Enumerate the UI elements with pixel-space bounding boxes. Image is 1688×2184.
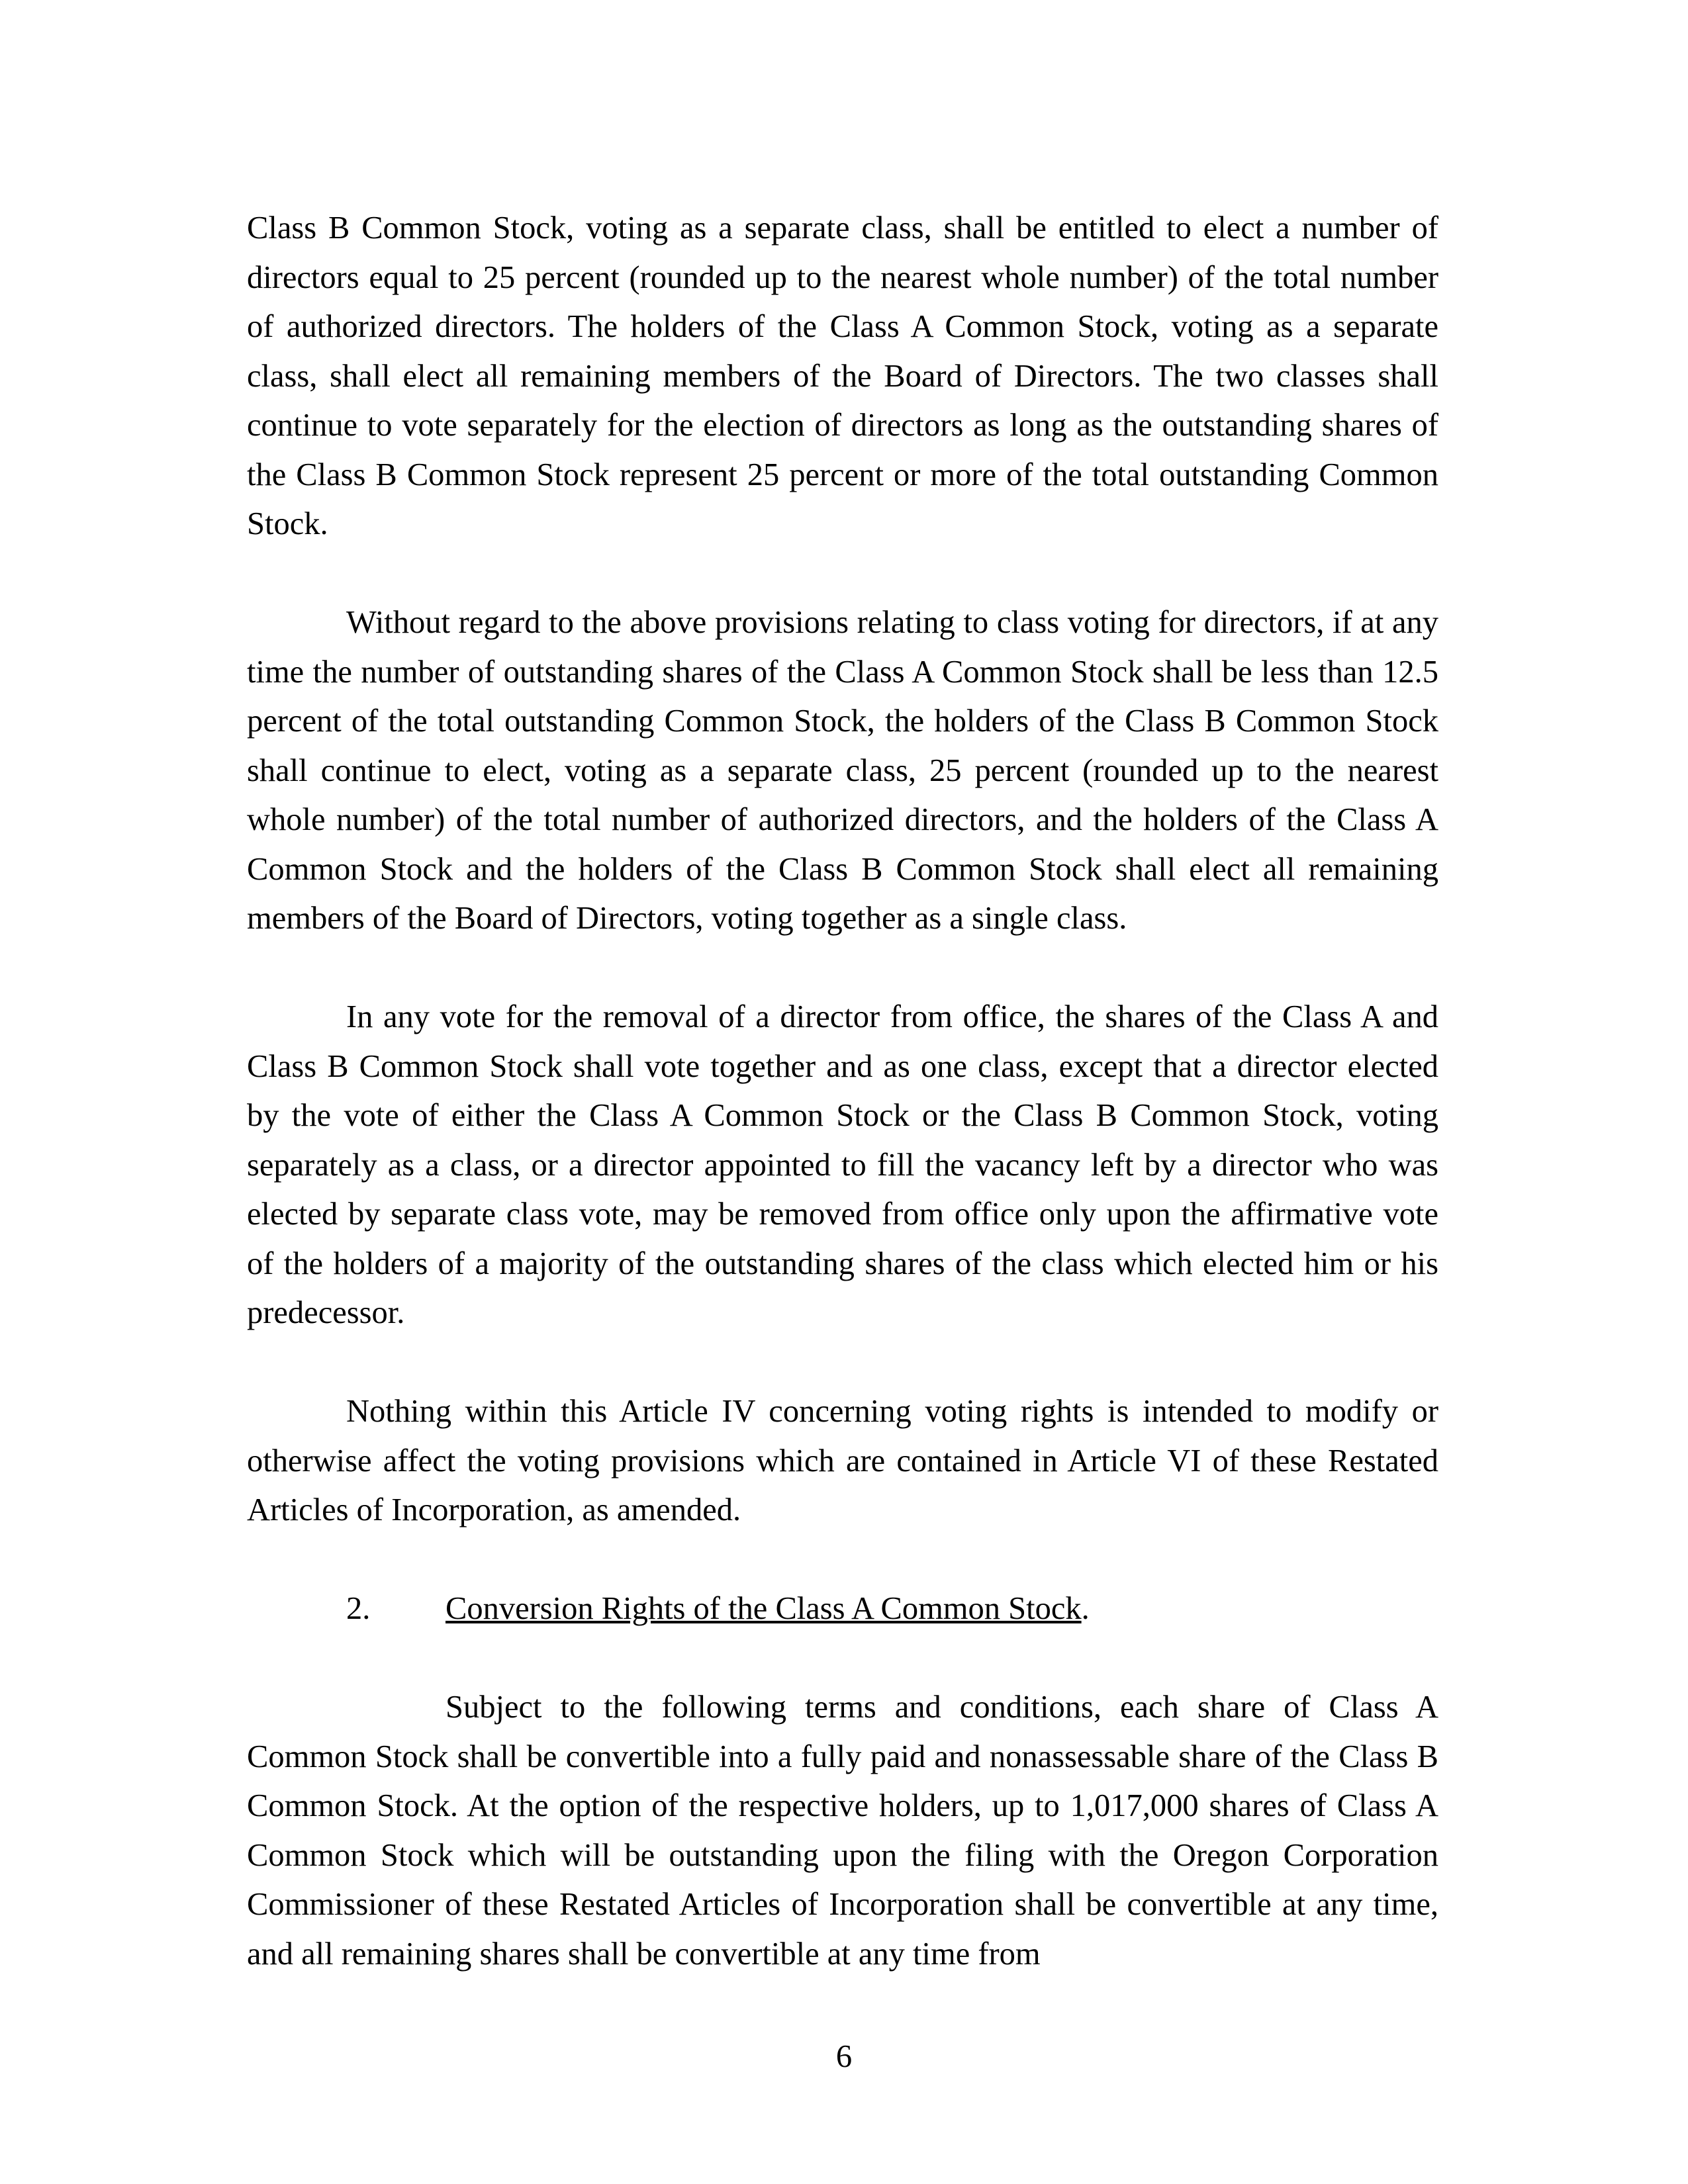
paragraph-removal-vote: In any vote for the removal of a director from office, the shares of the Class A and Class B Common Stock shall vote together and as one class, except that a director elected by the vote of either the Class A Common Stock or the Class B Common Stock, voting separately as a class, or a director appointed to fill the vacancy left by a director who was elected by separate class vote, may be removed from office only upon the affirmative vote of the holders of a majority of the outstanding shares of the class which elected him or his predecessor. <box>247 999 1438 1330</box>
section-title: Conversion Rights of the Class A Common Stock <box>445 1591 1082 1626</box>
paragraph-class-b-election: Class B Common Stock, voting as a separate class, shall be entitled to elect a number of directors equal to 25 percent (rounded up to the nearest whole number) of the total number of authorized directors. The holders of the Class A Common Stock, voting as a separate class, shall elect all remaining members of the Board of Directors. The two classes shall continue to vote separately for the election of directors as long as the outstanding shares of the Class B Common Stock represent 25 percent or more of the total outstanding Common Stock. <box>247 210 1438 541</box>
section-heading <box>247 1584 1438 1634</box>
section-heading-text <box>445 1584 1090 1634</box>
section-number: 2. <box>346 1591 371 1626</box>
paragraph-conversion-terms: Subject to the following terms and conditions, each share of Class A Common Stock shall be convertible into a fully paid and nonassessable share of the Class B Common Stock. At the option of the respective holders, up to 1,017,000 shares of Class A Common Stock which will be outstanding upon the filing with the Oregon Corporation Commissioner of these Restated Articles of Incorporation shall be convertible at any time, and all remaining shares shall be convertible at any time from <box>247 1690 1438 1972</box>
document-page <box>247 204 1438 2028</box>
page-number: 6 <box>835 2039 853 2074</box>
paragraph-article-iv-note: Nothing within this Article IV concerning voting rights is intended to modify or otherwise affect the voting provisions which are contained in Article VI of these Restated Articles of Incorporation, as amended. <box>247 1394 1438 1527</box>
paragraph-without-regard: Without regard to the above provisions relating to class voting for directors, if at any time the number of outstanding shares of the Class A Common Stock shall be less than 12.5 percent of the total outstanding Common Stock, the holders of the Class B Common Stock shall continue to elect, voting as a separate class, 25 percent (rounded up to the nearest whole number) of the total number of authorized directors, and the holders of the Class A Common Stock and the holders of the Class B Common Stock shall elect all remaining members of the Board of Directors, voting together as a single class. <box>247 605 1438 936</box>
section-title-period: . <box>1081 1591 1090 1626</box>
